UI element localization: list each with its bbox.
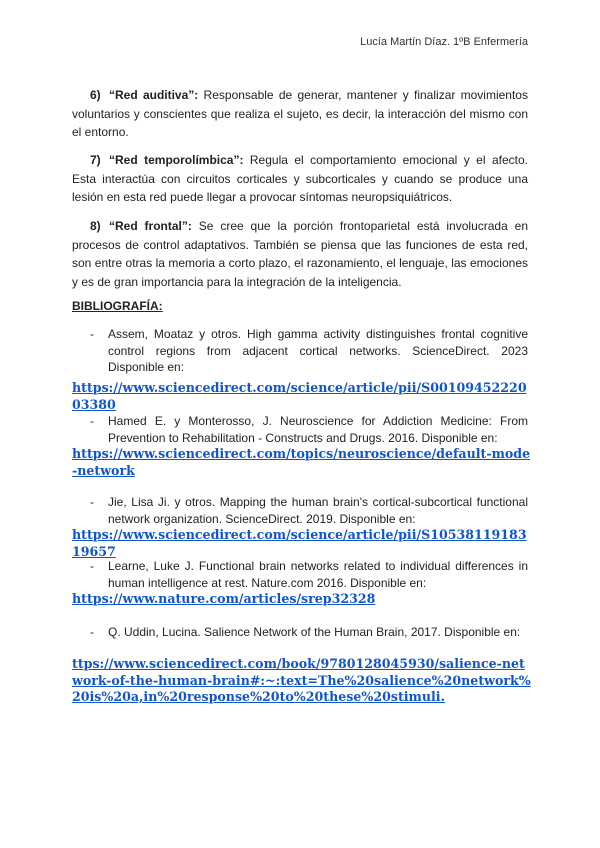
reference-link[interactable]: ttps://www.sciencedirect.com/book/9780128045930/salience-network-of-the-human-brain#:~:text=The%20salience%20network%20is%20a,in%20response%20to%20these%20stimuli. bbox=[72, 656, 531, 704]
reference-link[interactable]: https://www.sciencedirect.com/science/article/pii/S1053811918319657 bbox=[72, 527, 527, 559]
section-number: 8) bbox=[90, 219, 101, 233]
bibliography-entry bbox=[90, 326, 528, 376]
section-number: 6) bbox=[90, 88, 101, 102]
section-term: “Red auditiva”: bbox=[109, 88, 199, 102]
reference-link[interactable]: https://www.nature.com/articles/srep32328 bbox=[72, 591, 376, 606]
list-dash: - bbox=[90, 327, 94, 341]
bibliography-entry bbox=[90, 624, 528, 641]
reference-text: Jie, Lisa Ji. y otros. Mapping the human brain's cortical-subcortical functional network organization. ScienceDirect. 2019. Disponible en: bbox=[108, 495, 528, 526]
section-term: “Red frontal”: bbox=[109, 219, 192, 233]
bibliography-entry bbox=[90, 413, 528, 446]
reference-text: Hamed E. y Monterosso, J. Neuroscience for Addiction Medicine: From Prevention to Rehabilitation - Constructs and Drugs. 2016. Disponible en: bbox=[108, 414, 528, 445]
section-6 bbox=[72, 86, 528, 142]
section-text: Responsable de generar, mantener y finalizar movimientos voluntarios y conscientes que realiza el sujeto, es decir, la interacción del mismo con el entorno. bbox=[72, 88, 528, 139]
bibliography-entry bbox=[90, 494, 528, 527]
page-header: Lucía Martín Díaz. 1ºB Enfermería bbox=[360, 36, 528, 48]
section-number: 7) bbox=[90, 153, 101, 167]
list-dash: - bbox=[90, 414, 94, 428]
reference-text: Q. Uddin, Lucina. Salience Network of the Human Brain, 2017. Disponible en: bbox=[108, 625, 521, 639]
reference-link[interactable]: https://www.sciencedirect.com/topics/neuroscience/default-mode-network bbox=[72, 446, 531, 478]
reference-link[interactable]: https://www.sciencedirect.com/science/article/pii/S0010945222003380 bbox=[72, 380, 527, 412]
section-term: “Red temporolímbica”: bbox=[109, 153, 244, 167]
list-dash: - bbox=[90, 559, 94, 573]
bibliography-title: BIBLIOGRAFÍA: bbox=[72, 299, 163, 313]
reference-text: Learne, Luke J. Functional brain networks related to individual differences in human intelligence at rest. Nature.com 2016. Disponible en: bbox=[108, 559, 528, 590]
section-7 bbox=[72, 151, 528, 207]
section-8 bbox=[72, 217, 528, 291]
bibliography-entry bbox=[90, 558, 528, 591]
list-dash: - bbox=[90, 625, 94, 639]
section-text: Se cree que la porción frontoparietal está involucrada en procesos de control adaptativos. También se piensa que las funciones de esta red, son entre otras la memoria a corto plazo, el razonamiento, el lenguaje, las emociones y es de gran importancia para la integración de la inteligencia. bbox=[72, 219, 528, 289]
reference-text: Assem, Moataz y otros. High gamma activity distinguishes frontal cognitive control regions from adjacent cortical networks. ScienceDirect. 2023 Disponible en: bbox=[108, 327, 528, 374]
list-dash: - bbox=[90, 495, 94, 509]
section-text: Regula el comportamiento emocional y el afecto. Esta interactúa con circuitos corticales y subcorticales y cuando se produce una lesión en esta red puede llegar a provocar síntomas neuropsiquiátricos. bbox=[72, 153, 528, 204]
